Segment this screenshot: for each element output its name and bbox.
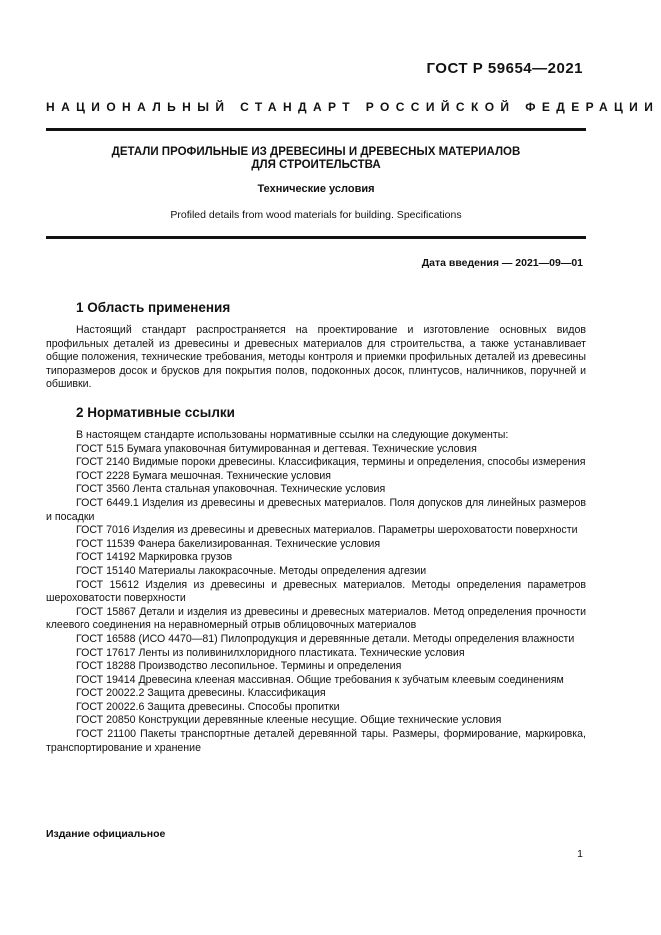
reference-item: ГОСТ 6449.1 Изделия из древесины и древесных материалов. Поля допусков для линейных размеров и посадки [46, 496, 586, 523]
introduction-date: Дата введения — 2021—09—01 [421, 257, 583, 269]
reference-item: ГОСТ 2140 Видимые пороки древесины. Классификация, термины и определения, способы измерения [76, 456, 586, 469]
english-title: Profiled details from wood materials for building. Specifications [170, 209, 462, 221]
reference-item: ГОСТ 15867 Детали и изделия из древесины и древесных материалов. Метод определения прочности клеевого соединения на неравномерный отрыв облицовочных материалов [46, 605, 586, 632]
section-2-heading: 2 Нормативные ссылки [76, 405, 235, 420]
title-line-1: ДЕТАЛИ ПРОФИЛЬНЫЕ ИЗ ДРЕВЕСИНЫ И ДРЕВЕСНЫХ МАТЕРИАЛОВ [111, 146, 521, 158]
reference-item: ГОСТ 3560 Лента стальная упаковочная. Технические условия [76, 483, 386, 496]
bottom-divider [46, 236, 586, 239]
national-standard-banner: НАЦИОНАЛЬНЫЙ СТАНДАРТ РОССИЙСКОЙ ФЕДЕРАЦИИ [46, 100, 660, 114]
page-number: 1 [577, 848, 583, 860]
reference-item: ГОСТ 20850 Конструкции деревянные клееные несущие. Общие технические условия [76, 714, 502, 727]
document-number: ГОСТ Р 59654—2021 [426, 60, 583, 77]
reference-item: ГОСТ 15140 Материалы лакокрасочные. Методы определения адгезии [76, 564, 427, 577]
document-title [46, 146, 586, 172]
top-divider [46, 128, 586, 131]
reference-item: ГОСТ 16588 (ИСО 4470—81) Пилопродукция и деревянные детали. Методы определения влажности [76, 632, 575, 645]
reference-item: ГОСТ 18288 Производство лесопильное. Термины и определения [76, 660, 402, 673]
reference-item: ГОСТ 14192 Маркировка грузов [76, 551, 233, 564]
reference-item: ГОСТ 11539 Фанера бакелизированная. Технические условия [76, 537, 381, 550]
reference-item: ГОСТ 19414 Древесина клееная массивная. Общие требования к зубчатым клеевым соединениям [76, 673, 564, 686]
section-1-heading: 1 Область применения [76, 300, 231, 315]
references-intro: В настоящем стандарте использованы нормативные ссылки на следующие документы: [76, 429, 509, 441]
reference-item: ГОСТ 21100 Пакеты транспортные деталей деревянной тары. Размеры, формирование, маркировка, транспортирование и хранение [46, 728, 586, 754]
reference-item: ГОСТ 15612 Изделия из древесины и древесных материалов. Методы определения параметров шероховатости поверхности [46, 578, 586, 605]
official-edition-label: Издание официальное [46, 828, 166, 840]
reference-item: ГОСТ 7016 Изделия из древесины и древесных материалов. Параметры шероховатости поверхности [76, 524, 578, 537]
title-line-2: ДЛЯ СТРОИТЕЛЬСТВА [251, 159, 381, 171]
section-1-text: Настоящий стандарт распространяется на проектирование и изготовление основных видов профильных деталей из древесины и древесных материалов для строительства, а также устанавливает общие положения, технические требования, методы контроля и приемки профильных деталей из древесины типоразмеров досок и брусков для покрытия полов, подоконных досок, плинтусов, наличников, поручней и обшивки. [46, 324, 586, 391]
reference-item: ГОСТ 515 Бумага упаковочная битумированная и дегтевая. Технические условия [76, 442, 477, 455]
reference-item: ГОСТ 20022.6 Защита древесины. Способы пропитки [76, 700, 340, 713]
document-subtitle: Технические условия [257, 183, 375, 195]
normative-references-list [46, 429, 586, 755]
reference-item: ГОСТ 17617 Ленты из поливинилхлоридного пластиката. Технические условия [76, 646, 465, 659]
reference-item: ГОСТ 20022.2 Защита древесины. Классификация [76, 687, 326, 700]
reference-item: ГОСТ 2228 Бумага мешочная. Технические условия [76, 469, 332, 482]
